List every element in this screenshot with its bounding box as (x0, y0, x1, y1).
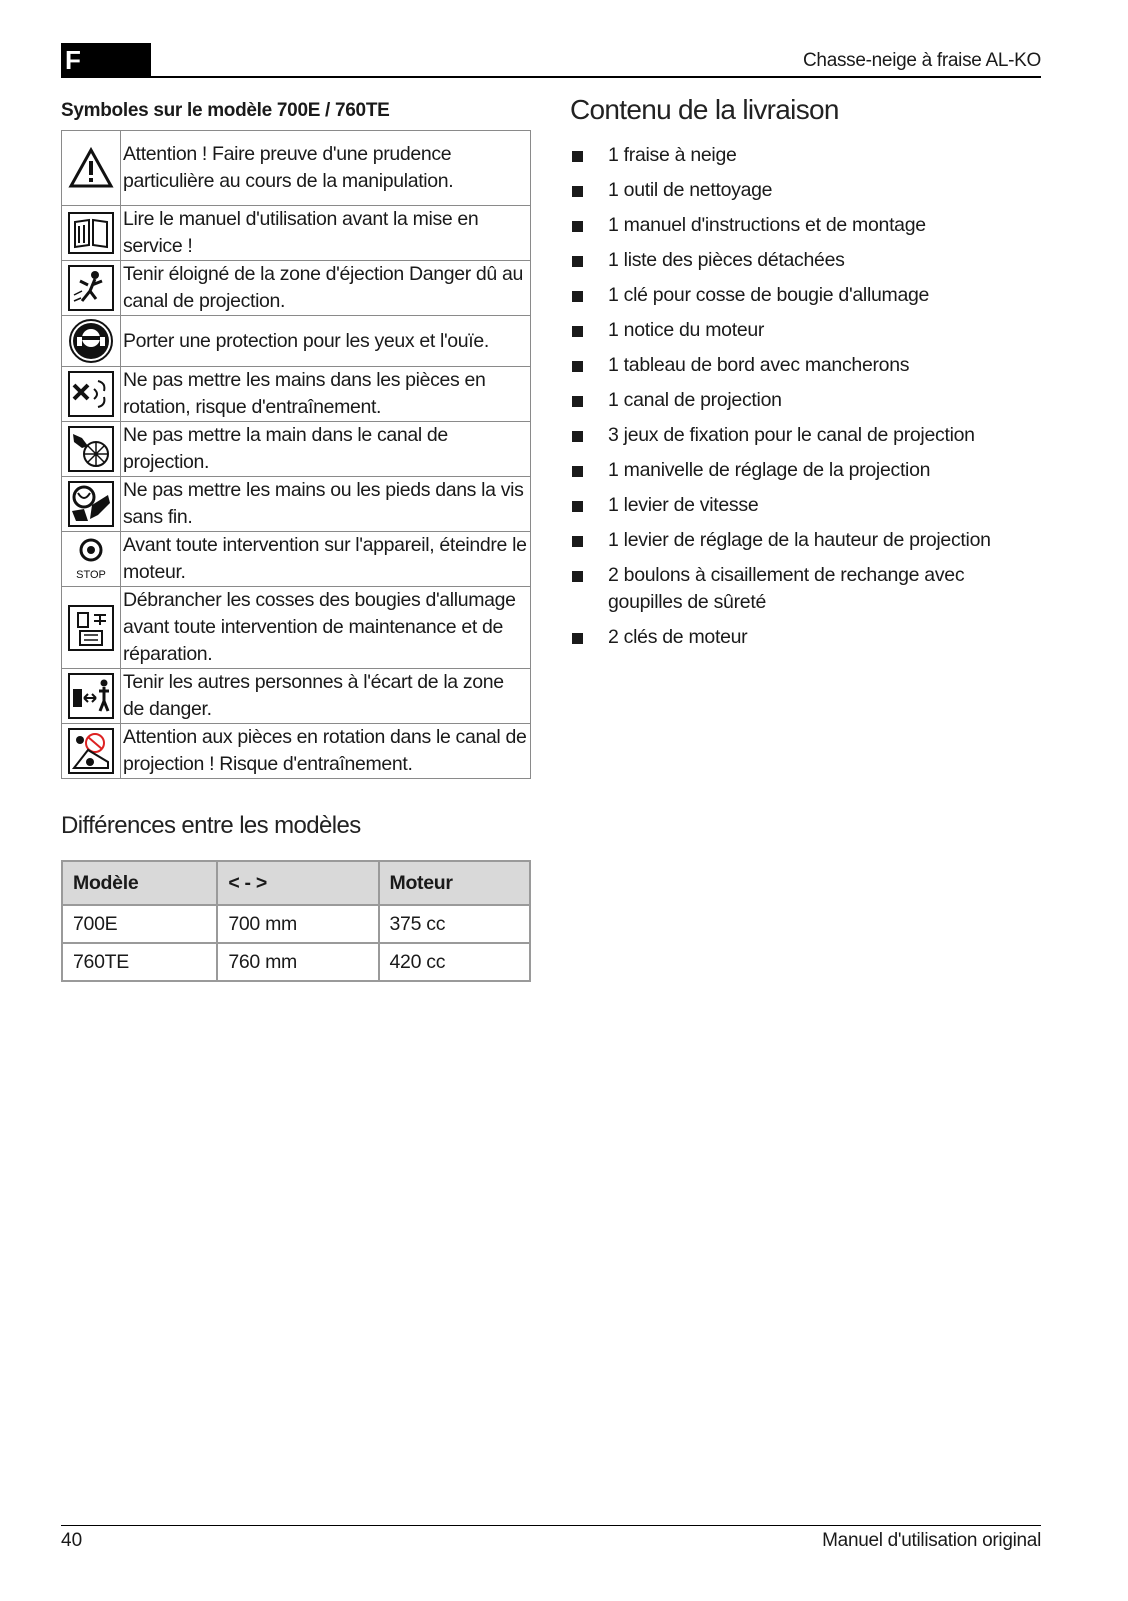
symbol-row (62, 261, 531, 316)
delivery-heading: Contenu de la livraison (570, 94, 839, 125)
footer-title: Manuel d'utilisation original (822, 1530, 1041, 1551)
differences-heading: Différences entre les modèles (61, 812, 361, 839)
symbol-row (62, 131, 531, 206)
symbol-icon-cell (62, 316, 121, 367)
symbol-text: Lire le manuel d'utilisation avant la mise en service ! (121, 206, 531, 261)
symbol-row (62, 669, 531, 724)
language-tab: F (61, 43, 151, 77)
stop-label: STOP (76, 569, 106, 581)
symbol-icon-cell (62, 261, 121, 316)
list-item-text: 1 tableau de bord avec mancherons (608, 354, 910, 376)
symbol-text: Ne pas mettre la main dans le canal de projection. (121, 422, 531, 477)
square-bullet-icon (572, 396, 583, 407)
square-bullet-icon (572, 501, 583, 512)
list-item-text: 1 fraise à neige (608, 144, 737, 166)
list-item (570, 352, 1040, 379)
square-bullet-icon (572, 431, 583, 442)
column-header: Moteur (379, 861, 531, 905)
manual-icon (68, 212, 114, 254)
list-item (570, 142, 1040, 169)
symbol-row (62, 724, 531, 779)
list-item-text: 2 clés de moteur (608, 626, 748, 648)
symbol-text: Attention aux pièces en rotation dans le canal de projection ! Risque d'entraînement. (121, 724, 531, 779)
ejection-danger-icon (68, 265, 114, 311)
list-item-text: 3 jeux de fixation pour le canal de projection (608, 424, 975, 446)
column-header: Modèle (62, 861, 217, 905)
list-item (570, 457, 1040, 484)
table-row (62, 905, 530, 943)
list-item-text: 1 canal de projection (608, 389, 782, 411)
square-bullet-icon (572, 326, 583, 337)
list-item (570, 247, 1040, 274)
symbol-icon-cell (62, 131, 121, 206)
square-bullet-icon (572, 186, 583, 197)
list-item-text: 1 levier de vitesse (608, 494, 759, 516)
symbol-text: Attention ! Faire preuve d'une prudence particulière au cours de la manipulation. (121, 131, 531, 206)
symbol-icon-cell (62, 422, 121, 477)
list-item (570, 212, 1040, 239)
symbol-text: Tenir les autres personnes à l'écart de la zone de danger. (121, 669, 531, 724)
symbol-row (62, 316, 531, 367)
symbol-text: Ne pas mettre les mains ou les pieds dans la vis sans fin. (121, 477, 531, 532)
square-bullet-icon (572, 361, 583, 372)
list-item (570, 527, 1040, 554)
square-bullet-icon (572, 633, 583, 644)
square-bullet-icon (572, 256, 583, 267)
list-item-text: 1 levier de réglage de la hauteur de projection (608, 529, 991, 551)
symbol-row (62, 422, 531, 477)
table-cell: 760 mm (217, 943, 378, 981)
column-header: < - > (217, 861, 378, 905)
stop-engine-icon (68, 536, 114, 582)
symbol-row (62, 367, 531, 422)
delivery-list (570, 142, 1040, 659)
symbol-icon-cell (62, 532, 121, 587)
square-bullet-icon (572, 291, 583, 302)
list-item (570, 387, 1040, 414)
list-item (570, 177, 1040, 204)
table-row (62, 943, 530, 981)
symbols-heading: Symboles sur le modèle 700E / 760TE (61, 100, 390, 121)
table-cell: 375 cc (379, 905, 531, 943)
list-item-text: 2 boulons à cisaillement de rechange avec goupilles de sûreté (608, 564, 965, 613)
symbol-text: Ne pas mettre les mains dans les pièces en rotation, risque d'entraînement. (121, 367, 531, 422)
symbol-icon-cell (62, 477, 121, 532)
square-bullet-icon (572, 571, 583, 582)
table-cell: 420 cc (379, 943, 531, 981)
keep-distance-icon (68, 673, 114, 719)
auger-hand-foot-icon (68, 481, 114, 527)
symbol-text: Débrancher les cosses des bougies d'allumage avant toute intervention de maintenance et de réparation. (121, 587, 531, 669)
list-item (570, 562, 1040, 616)
list-item (570, 422, 1040, 449)
square-bullet-icon (572, 466, 583, 477)
table-header-row (62, 861, 530, 905)
symbol-icon-cell (62, 724, 121, 779)
symbol-row (62, 477, 531, 532)
list-item-text: 1 manuel d'instructions et de montage (608, 214, 926, 236)
table-cell: 760TE (62, 943, 217, 981)
list-item (570, 317, 1040, 344)
symbol-row (62, 532, 531, 587)
header-divider (61, 76, 1041, 78)
list-item-text: 1 manivelle de réglage de la projection (608, 459, 931, 481)
table-cell: 700 mm (217, 905, 378, 943)
square-bullet-icon (572, 221, 583, 232)
symbol-icon-cell (62, 587, 121, 669)
symbols-table (61, 130, 531, 779)
list-item-text: 1 liste des pièces détachées (608, 249, 845, 271)
warning-icon (68, 147, 114, 189)
table-cell: 700E (62, 905, 217, 943)
symbol-icon-cell (62, 206, 121, 261)
symbol-icon-cell (62, 367, 121, 422)
list-item (570, 282, 1040, 309)
symbol-icon-cell (62, 669, 121, 724)
symbol-text: Avant toute intervention sur l'appareil, éteindre le moteur. (121, 532, 531, 587)
list-item (570, 624, 1040, 651)
chute-rotation-icon (68, 728, 114, 774)
square-bullet-icon (572, 536, 583, 547)
document-title: Chasse-neige à fraise AL-KO (803, 50, 1041, 71)
rotating-parts-hands-icon (68, 371, 114, 417)
list-item (570, 492, 1040, 519)
square-bullet-icon (572, 151, 583, 162)
chute-hand-icon (68, 426, 114, 472)
page-number: 40 (61, 1530, 83, 1551)
list-item-text: 1 notice du moteur (608, 319, 765, 341)
list-item-text: 1 clé pour cosse de bougie d'allumage (608, 284, 930, 306)
symbol-row (62, 206, 531, 261)
models-table (61, 860, 531, 982)
footer-divider (61, 1525, 1041, 1526)
eye-ear-protection-icon (68, 318, 114, 364)
list-item-text: 1 outil de nettoyage (608, 179, 773, 201)
symbol-text: Tenir éloigné de la zone d'éjection Danger dû au canal de projection. (121, 261, 531, 316)
symbol-row (62, 587, 531, 669)
symbol-text: Porter une protection pour les yeux et l'ouïe. (121, 316, 531, 367)
spark-plug-icon (68, 605, 114, 651)
